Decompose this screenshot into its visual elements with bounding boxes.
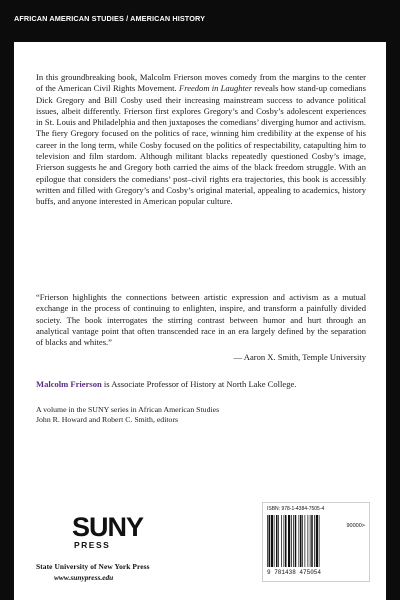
publisher-logo-sub: PRESS	[74, 540, 111, 550]
book-title: Freedom in Laughter	[178, 83, 253, 94]
series-line-2: John R. Howard and Robert C. Smith, editors	[36, 415, 179, 425]
isbn-barcode	[262, 502, 370, 582]
category-label: AFRICAN AMERICAN STUDIES / AMERICAN HISTORY	[14, 14, 206, 23]
barcode-icon	[267, 515, 337, 569]
back-cover-panel	[14, 42, 386, 600]
isbn-label: ISBN: 978-1-4384-7505-4	[267, 506, 325, 512]
publisher-logo	[70, 512, 270, 550]
publisher-name: State University of New York Press	[36, 562, 150, 571]
series-line-1: A volume in the SUNY series in African American Studies	[36, 405, 220, 414]
description-part1: In this groundbreaking book, Malcolm Frierson moves comedy from the margins to the center of the American Civil Rights Movement.	[36, 72, 366, 94]
endorsement-quote: “Frierson highlights the connections between artistic expression and activism as a mutual exchange in the process of continuing to enlighten, inspire, and transform a painfully divided society. The book interrogates the stirring contrast between humor and hurt through an analytical vantage point that often transcended race in an era largely defined by the separation of blacks and whites.”	[36, 292, 366, 348]
publisher-website: www.sunypress.edu	[54, 573, 114, 582]
price-code: 90000>	[346, 523, 365, 529]
author-bio	[36, 379, 376, 389]
publisher-logo-main: SUNY	[72, 512, 144, 542]
series-note	[36, 405, 219, 425]
book-description	[36, 72, 366, 208]
endorsement-attribution: — Aaron X. Smith, Temple University	[233, 352, 366, 362]
description-part2: reveals how stand-up comedians Dick Gregory and Bill Cosby used their increasing mainstream success to advance political issues, albeit differently. Frierson first explores Gregory’s and Cosby’s adolescent experiences in St. Louis and Philadelphia and then juxtaposes the comedians’ diverging humor and activism. The fiery Gregory focused on the politics of race, winning him credibility at the expense of his career in the long term, while Cosby focused on the politics of respectability, catapulting him to television and film stardom. Although militant blacks repeatedly questioned Cosby’s image, Frierson suggests he and Gregory both carried the aims of the black freedom struggle. With an epilogue that considers the comedians’ post–civil rights era trajectories, this book is accessibly written and filled with Gregory’s and Cosby’s original material, appealing to academics, history buffs, and anyone interested in American popular culture.	[36, 83, 366, 207]
author-name: Malcolm Frierson	[36, 379, 102, 389]
barcode-digits: 9 781438 475054	[267, 569, 322, 576]
author-bio-text: is Associate Professor of History at North Lake College.	[101, 379, 297, 389]
